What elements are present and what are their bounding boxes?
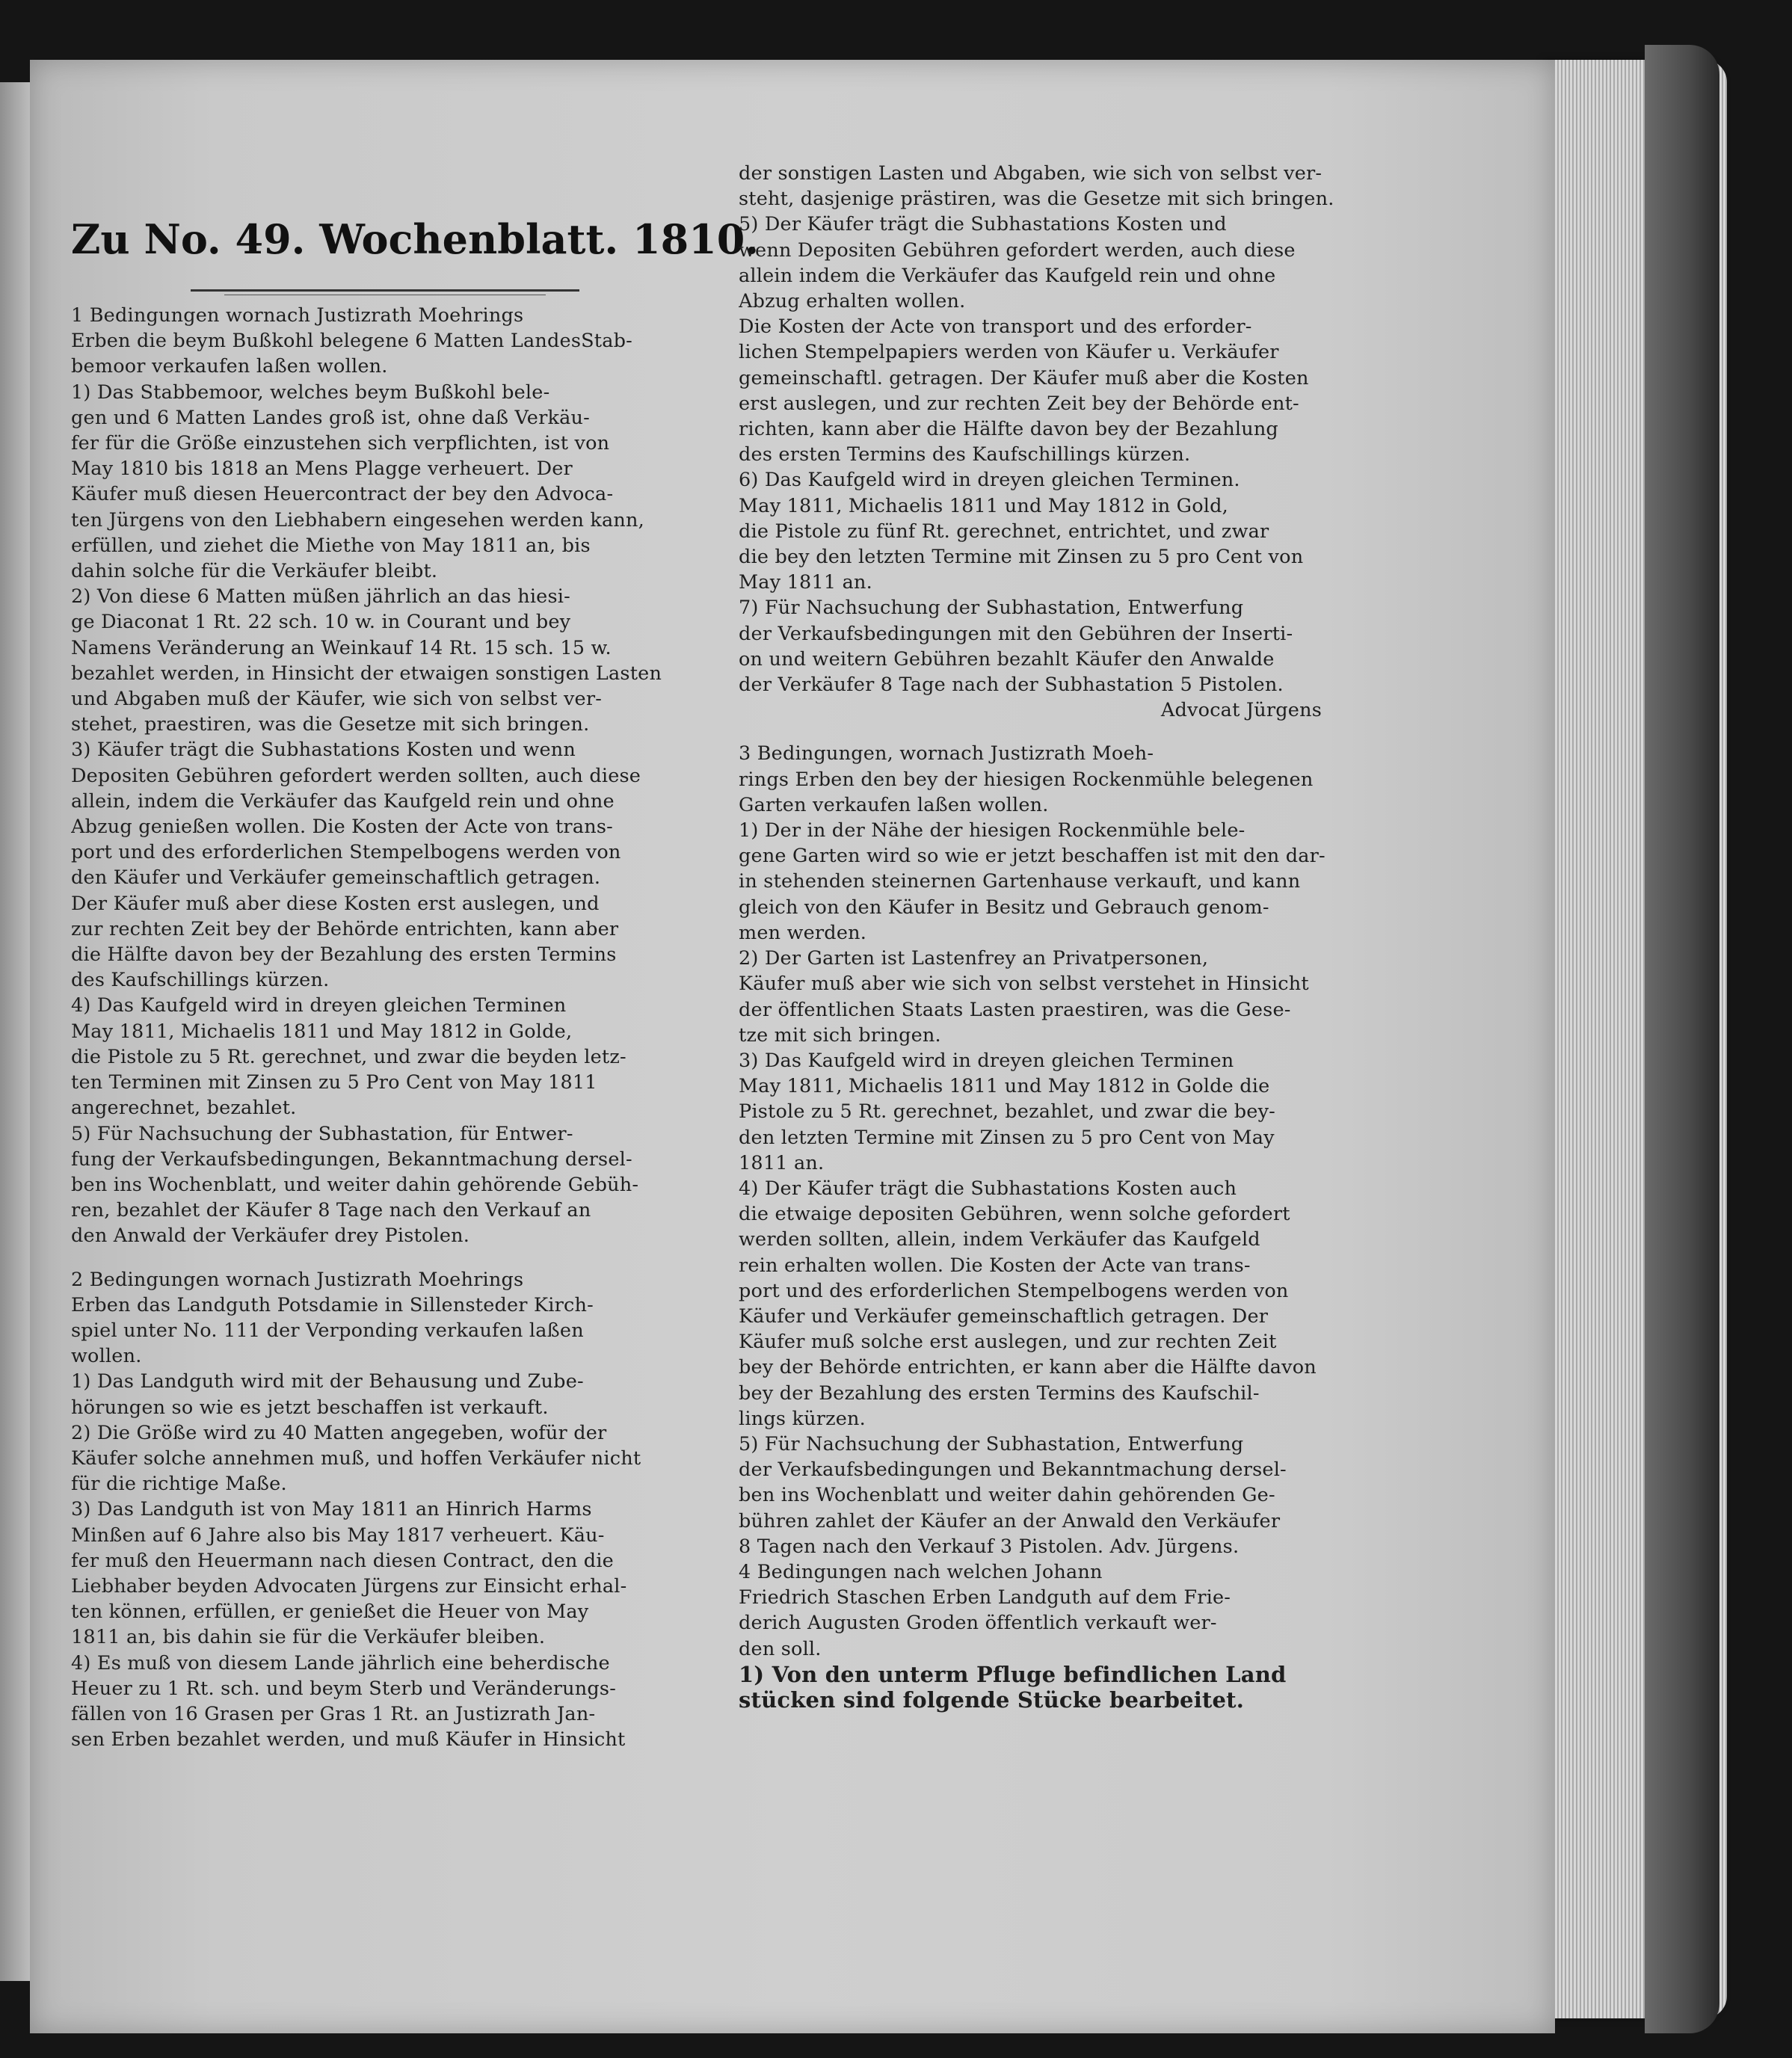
text-line: 3) Das Kaufgeld wird in dreyen gleichen Terminen	[739, 1049, 1234, 1072]
text-line: hörungen so wie es jetzt beschaffen ist verkauft.	[71, 1396, 549, 1419]
text-line: 1811 an, bis dahin sie für die Verkäufer bleiben.	[71, 1626, 546, 1649]
text-line: bemoor verkaufen laßen wollen.	[71, 355, 388, 378]
text-line: Erben die beym Bußkohl belegene 6 Matten LandesStab-	[71, 330, 632, 353]
text-line: allein, indem die Verkäufer das Kaufgeld rein und ohne	[71, 789, 615, 813]
text-line: 3 Bedingungen, wornach Justizrath Moeh-	[739, 742, 1154, 765]
text-line: 4) Es muß von diesem Lande jährlich eine beherdische	[71, 1651, 610, 1675]
text-line: 1) Das Landguth wird mit der Behausung und Zube-	[71, 1370, 584, 1393]
text-line: erst auslegen, und zur rechten Zeit bey der Behörde ent-	[739, 392, 1299, 415]
text-line: 2) Von diese 6 Matten müßen jährlich an das hiesi-	[71, 585, 570, 609]
text-line: stehet, praestiren, was die Gesetze mit sich bringen.	[71, 713, 590, 736]
text-line: steht, dasjenige prästiren, was die Gesetze mit sich bringen.	[739, 188, 1334, 211]
text-line: und Abgaben muß der Käufer, wie sich von selbst ver-	[71, 688, 603, 711]
newspaper-page	[30, 60, 1555, 2033]
text-line: 1811 an.	[739, 1151, 825, 1174]
text-line: rein erhalten wollen. Die Kosten der Acte van trans-	[739, 1254, 1251, 1277]
text-line: derich Augusten Groden öffentlich verkauft wer-	[739, 1612, 1217, 1635]
text-line: die bey den letzten Termine mit Zinsen zu 5 pro Cent von	[739, 546, 1304, 569]
text-line: lichen Stempelpapiers werden von Käufer u. Verkäufer	[739, 341, 1279, 364]
text-line: port und des erforderlichen Stempelbogens werden von	[739, 1279, 1289, 1302]
text-line: rings Erben den bey der hiesigen Rockenmühle belegenen	[739, 768, 1314, 791]
text-line: 3) Käufer trägt die Subhastations Kosten und wenn	[71, 739, 576, 762]
text-line: gen und 6 Matten Landes groß ist, ohne daß Verkäu-	[71, 406, 590, 429]
text-line: Pistole zu 5 Rt. gerechnet, bezahlet, und zwar die bey-	[739, 1100, 1276, 1124]
text-line: des ersten Termins des Kaufschillings kürzen.	[739, 443, 1191, 466]
text-line: fer muß den Heuermann nach diesen Contract, den die	[71, 1549, 614, 1572]
text-line: fällen von 16 Grasen per Gras 1 Rt. an Justizrath Jan-	[71, 1702, 596, 1725]
text-line: 1) Das Stabbemoor, welches beym Bußkohl bele-	[71, 381, 550, 404]
text-line: bey der Bezahlung des ersten Termins des Kaufschil-	[739, 1381, 1260, 1405]
text-line: spiel unter No. 111 der Verponding verkaufen laßen	[71, 1319, 584, 1342]
text-line: dahin solche für die Verkäufer bleibt.	[71, 560, 438, 583]
text-line: 4) Das Kaufgeld wird in dreyen gleichen Terminen	[71, 994, 567, 1017]
text-line: erfüllen, und ziehet die Miethe von May 1811 an, bis	[71, 534, 591, 557]
text-line: 5) Der Käufer trägt die Subhastations Kosten und	[739, 213, 1227, 236]
text-line: Käufer solche annehmen muß, und hoffen Verkäufer nicht	[71, 1447, 641, 1470]
text-line: den Käufer und Verkäufer gemeinschaftlich getragen.	[71, 866, 601, 890]
text-line: Friedrich Staschen Erben Landguth auf dem Frie-	[739, 1586, 1231, 1609]
text-line: 7) Für Nachsuchung der Subhastation, Entwerfung	[739, 597, 1244, 620]
text-line: den soll.	[739, 1637, 822, 1660]
text-line: die Pistole zu fünf Rt. gerechnet, entrichtet, und zwar	[739, 520, 1269, 543]
text-line: ten Terminen mit Zinsen zu 5 Pro Cent von May 1811	[71, 1071, 597, 1094]
text-line: port und des erforderlichen Stempelbogens werden von	[71, 841, 621, 864]
text-line: sen Erben bezahlet werden, und muß Käufer in Hinsicht	[71, 1728, 626, 1752]
text-line: fer für die Größe einzustehen sich verpflichten, ist von	[71, 432, 610, 455]
text-line: Käufer muß aber wie sich von selbst verstehet in Hinsicht	[739, 973, 1309, 996]
text-line: ten können, erfüllen, er genießet die Heuer von May	[71, 1601, 589, 1624]
title-rule	[191, 289, 579, 292]
text-line: der öffentlichen Staats Lasten praestiren, was die Gese-	[739, 998, 1291, 1021]
text-line: Garten verkaufen laßen wollen.	[739, 793, 1049, 816]
text-line: werden sollten, allein, indem Verkäufer das Kaufgeld	[739, 1228, 1260, 1251]
text-line: men werden.	[739, 921, 867, 944]
text-line: bey der Behörde entrichten, er kann aber die Hälfte davon	[739, 1356, 1317, 1379]
text-line: on und weitern Gebühren bezahlt Käufer den Anwalde	[739, 647, 1275, 671]
text-line: 8 Tagen nach den Verkauf 3 Pistolen. Adv. Jürgens.	[739, 1535, 1240, 1558]
text-line: May 1810 bis 1818 an Mens Plagge verheuert. Der	[71, 457, 573, 481]
text-line: Minßen auf 6 Jahre also bis May 1817 verheuert. Käu-	[71, 1524, 605, 1547]
text-line	[71, 1249, 699, 1267]
book-cover-edge	[1645, 45, 1719, 2033]
text-line: Liebhaber beyden Advocaten Jürgens zur Einsicht erhal-	[71, 1574, 627, 1598]
text-line: Die Kosten der Acte von transport und des erforder-	[739, 315, 1252, 339]
text-line: zur rechten Zeit bey der Behörde entrichten, kann aber	[71, 917, 619, 940]
text-line: Heuer zu 1 Rt. sch. und beym Sterb und Veränderungs-	[71, 1677, 617, 1700]
text-line: 1) Von den unterm Pfluge befindlichen Land	[739, 1661, 1287, 1687]
text-line: gene Garten wird so wie er jetzt beschaffen ist mit den dar-	[739, 845, 1325, 868]
text-line: der sonstigen Lasten und Abgaben, wie sich von selbst ver-	[739, 162, 1323, 185]
text-line: der Verkaufsbedingungen und Bekanntmachung dersel-	[739, 1458, 1287, 1482]
text-line: 5) Für Nachsuchung der Subhastation, Entwerfung	[739, 1432, 1244, 1455]
text-line: 2) Der Garten ist Lastenfrey an Privatpersonen,	[739, 947, 1209, 970]
text-line: bezahlet werden, in Hinsicht der etwaigen sonstigen Lasten	[71, 662, 662, 685]
text-line: Namens Veränderung an Weinkauf 14 Rt. 15 sch. 15 w.	[71, 636, 612, 659]
text-line: ben ins Wochenblatt und weiter dahin gehörenden Ge-	[739, 1484, 1275, 1507]
page-title: Zu No. 49. Wochenblatt. 1810.	[71, 215, 760, 263]
text-line: Käufer muß solche erst auslegen, und zur rechten Zeit	[739, 1331, 1277, 1354]
left-column	[71, 303, 699, 1752]
text-line: 6) Das Kaufgeld wird in dreyen gleichen Terminen.	[739, 469, 1240, 492]
text-line: Advocat Jürgens	[1160, 699, 1322, 722]
text-line: den letzten Termine mit Zinsen zu 5 pro Cent von May	[739, 1126, 1275, 1149]
right-column	[739, 161, 1359, 1713]
text-line: Der Käufer muß aber diese Kosten erst auslegen, und	[71, 892, 600, 915]
text-line: lings kürzen.	[739, 1407, 866, 1430]
text-line	[739, 723, 1359, 741]
text-line: tze mit sich bringen.	[739, 1023, 941, 1047]
text-line: 2 Bedingungen wornach Justizrath Moehrings	[71, 1268, 524, 1291]
text-line: ten Jürgens von den Liebhabern eingesehen werden kann,	[71, 508, 644, 532]
text-line: die Hälfte davon bey der Bezahlung des ersten Termins	[71, 943, 617, 967]
text-line: 3) Das Landguth ist von May 1811 an Hinrich Harms	[71, 1498, 592, 1521]
text-line: ge Diaconat 1 Rt. 22 sch. 10 w. in Courant und bey	[71, 611, 571, 634]
text-line: 4 Bedingungen nach welchen Johann	[739, 1560, 1103, 1583]
text-line: angerechnet, bezahlet.	[71, 1097, 297, 1120]
text-line: May 1811, Michaelis 1811 und May 1812 in Gold,	[739, 494, 1228, 517]
text-line: 2) Die Größe wird zu 40 Matten angegeben, wofür der	[71, 1421, 607, 1444]
text-line: ren, bezahlet der Käufer 8 Tage nach den Verkauf an	[71, 1199, 591, 1222]
text-line: Abzug erhalten wollen.	[739, 290, 966, 313]
text-line: die Pistole zu 5 Rt. gerechnet, und zwar die beyden letz-	[71, 1045, 626, 1068]
text-line: 1 Bedingungen wornach Justizrath Moehrings	[71, 304, 524, 327]
text-line: Abzug genießen wollen. Die Kosten der Acte von trans-	[71, 816, 613, 839]
text-line: 1) Der in der Nähe der hiesigen Rockenmühle bele-	[739, 819, 1246, 842]
text-line: Käufer muß diesen Heuercontract der bey den Advoca-	[71, 483, 614, 506]
text-line: Depositen Gebühren gefordert werden sollten, auch diese	[71, 764, 641, 787]
text-line: allein indem die Verkäufer das Kaufgeld rein und ohne	[739, 264, 1276, 287]
text-line: die etwaige depositen Gebühren, wenn solche gefordert	[739, 1203, 1290, 1226]
text-line: May 1811, Michaelis 1811 und May 1812 in Golde,	[71, 1020, 573, 1043]
text-line: May 1811, Michaelis 1811 und May 1812 in Golde die	[739, 1075, 1270, 1098]
text-line: der Verkäufer 8 Tage nach der Subhastation 5 Pistolen.	[739, 674, 1284, 697]
text-line: in stehenden steinernen Gartenhause verkauft, und kann	[739, 870, 1301, 893]
text-line: gemeinschaftl. getragen. Der Käufer muß aber die Kosten	[739, 366, 1309, 389]
text-line: des Kaufschillings kürzen.	[71, 969, 330, 992]
text-line: für die richtige Maße.	[71, 1473, 287, 1496]
text-line: 4) Der Käufer trägt die Subhastations Kosten auch	[739, 1177, 1237, 1200]
text-line: gleich von den Käufer in Besitz und Gebrauch genom-	[739, 896, 1269, 919]
text-line: 5) Für Nachsuchung der Subhastation, für Entwer-	[71, 1122, 573, 1145]
text-line: wenn Depositen Gebühren gefordert werden, auch diese	[739, 238, 1296, 262]
text-line: May 1811 an.	[739, 571, 872, 594]
previous-page-edge	[0, 82, 31, 1981]
text-line: richten, kann aber die Hälfte davon bey der Bezahlung	[739, 418, 1278, 441]
text-line: der Verkaufsbedingungen mit den Gebühren der Inserti-	[739, 622, 1293, 645]
text-line: fung der Verkaufsbedingungen, Bekanntmachung dersel-	[71, 1147, 632, 1171]
text-line: den Anwald der Verkäufer drey Pistolen.	[71, 1224, 470, 1248]
text-line: bühren zahlet der Käufer an der Anwald den Verkäufer	[739, 1509, 1281, 1532]
text-line: Erben das Landguth Potsdamie in Sillensteder Kirch-	[71, 1293, 594, 1316]
text-line: wollen.	[71, 1345, 142, 1368]
text-line: stücken sind folgende Stücke bearbeitet.	[739, 1686, 1245, 1713]
text-line: ben ins Wochenblatt, und weiter dahin gehörende Gebüh-	[71, 1173, 639, 1196]
text-line: Käufer und Verkäufer gemeinschaftlich getragen. Der	[739, 1304, 1269, 1328]
